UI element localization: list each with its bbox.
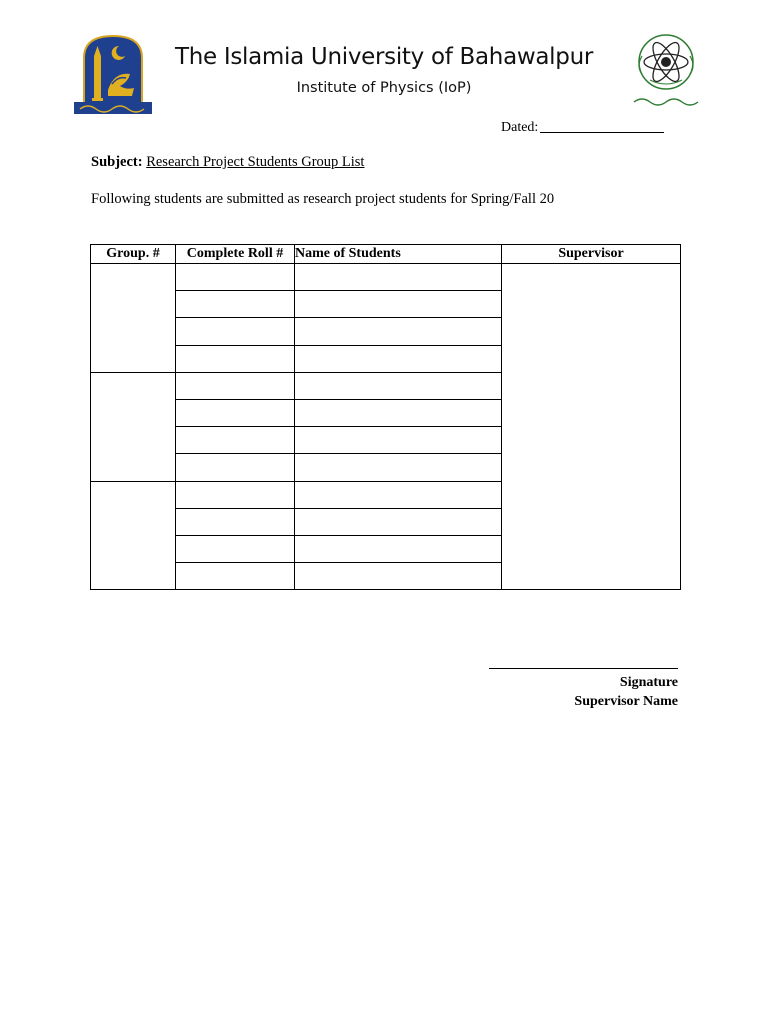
table-header-row <box>91 245 681 264</box>
student-name-cell[interactable] <box>295 345 502 372</box>
student-name-cell[interactable] <box>295 427 502 454</box>
student-name-cell[interactable] <box>295 454 502 481</box>
student-name-cell[interactable] <box>295 481 502 508</box>
student-name-cell[interactable] <box>295 291 502 318</box>
intro-paragraph: Following students are submitted as research project students for Spring/Fall 20 <box>91 191 555 207</box>
roll-cell[interactable] <box>176 399 295 426</box>
roll-cell[interactable] <box>176 264 295 291</box>
header-name: Name of Students <box>295 245 502 264</box>
roll-cell[interactable] <box>176 372 295 399</box>
roll-cell[interactable] <box>176 345 295 372</box>
student-name-cell[interactable] <box>295 563 502 590</box>
institute-subtitle: Institute of Physics (IoP) <box>296 80 472 96</box>
date-blank-line <box>540 118 664 133</box>
table-row <box>91 264 681 291</box>
header-group: Group. # <box>91 245 176 264</box>
student-name-cell[interactable] <box>295 372 502 399</box>
subject-label: Subject: <box>91 154 143 170</box>
supervisor-cell[interactable] <box>502 264 681 590</box>
roll-cell[interactable] <box>176 481 295 508</box>
group-list-table <box>90 244 681 590</box>
group-cell[interactable] <box>91 372 176 481</box>
roll-cell[interactable] <box>176 291 295 318</box>
university-title: The Islamia University of Bahawalpur <box>174 44 594 70</box>
date-label: Dated: <box>501 120 539 135</box>
student-name-cell[interactable] <box>295 399 502 426</box>
roll-cell[interactable] <box>176 508 295 535</box>
student-name-cell[interactable] <box>295 264 502 291</box>
supervisor-name-label: Supervisor Name <box>574 694 678 709</box>
roll-cell[interactable] <box>176 318 295 345</box>
group-cell[interactable] <box>91 264 176 373</box>
subject-line <box>91 154 364 171</box>
roll-cell[interactable] <box>176 427 295 454</box>
signature-label: Signature <box>619 675 678 690</box>
student-name-cell[interactable] <box>295 508 502 535</box>
date-field <box>501 118 664 136</box>
student-name-cell[interactable] <box>295 318 502 345</box>
header-roll: Complete Roll # <box>176 245 295 264</box>
header-supervisor: Supervisor <box>502 245 681 264</box>
student-name-cell[interactable] <box>295 535 502 562</box>
subject-value: Research Project Students Group List <box>146 154 365 170</box>
signature-line <box>489 668 678 669</box>
institute-atom-logo <box>630 30 704 108</box>
group-cell[interactable] <box>91 481 176 590</box>
roll-cell[interactable] <box>176 454 295 481</box>
roll-cell[interactable] <box>176 535 295 562</box>
roll-cell[interactable] <box>176 563 295 590</box>
